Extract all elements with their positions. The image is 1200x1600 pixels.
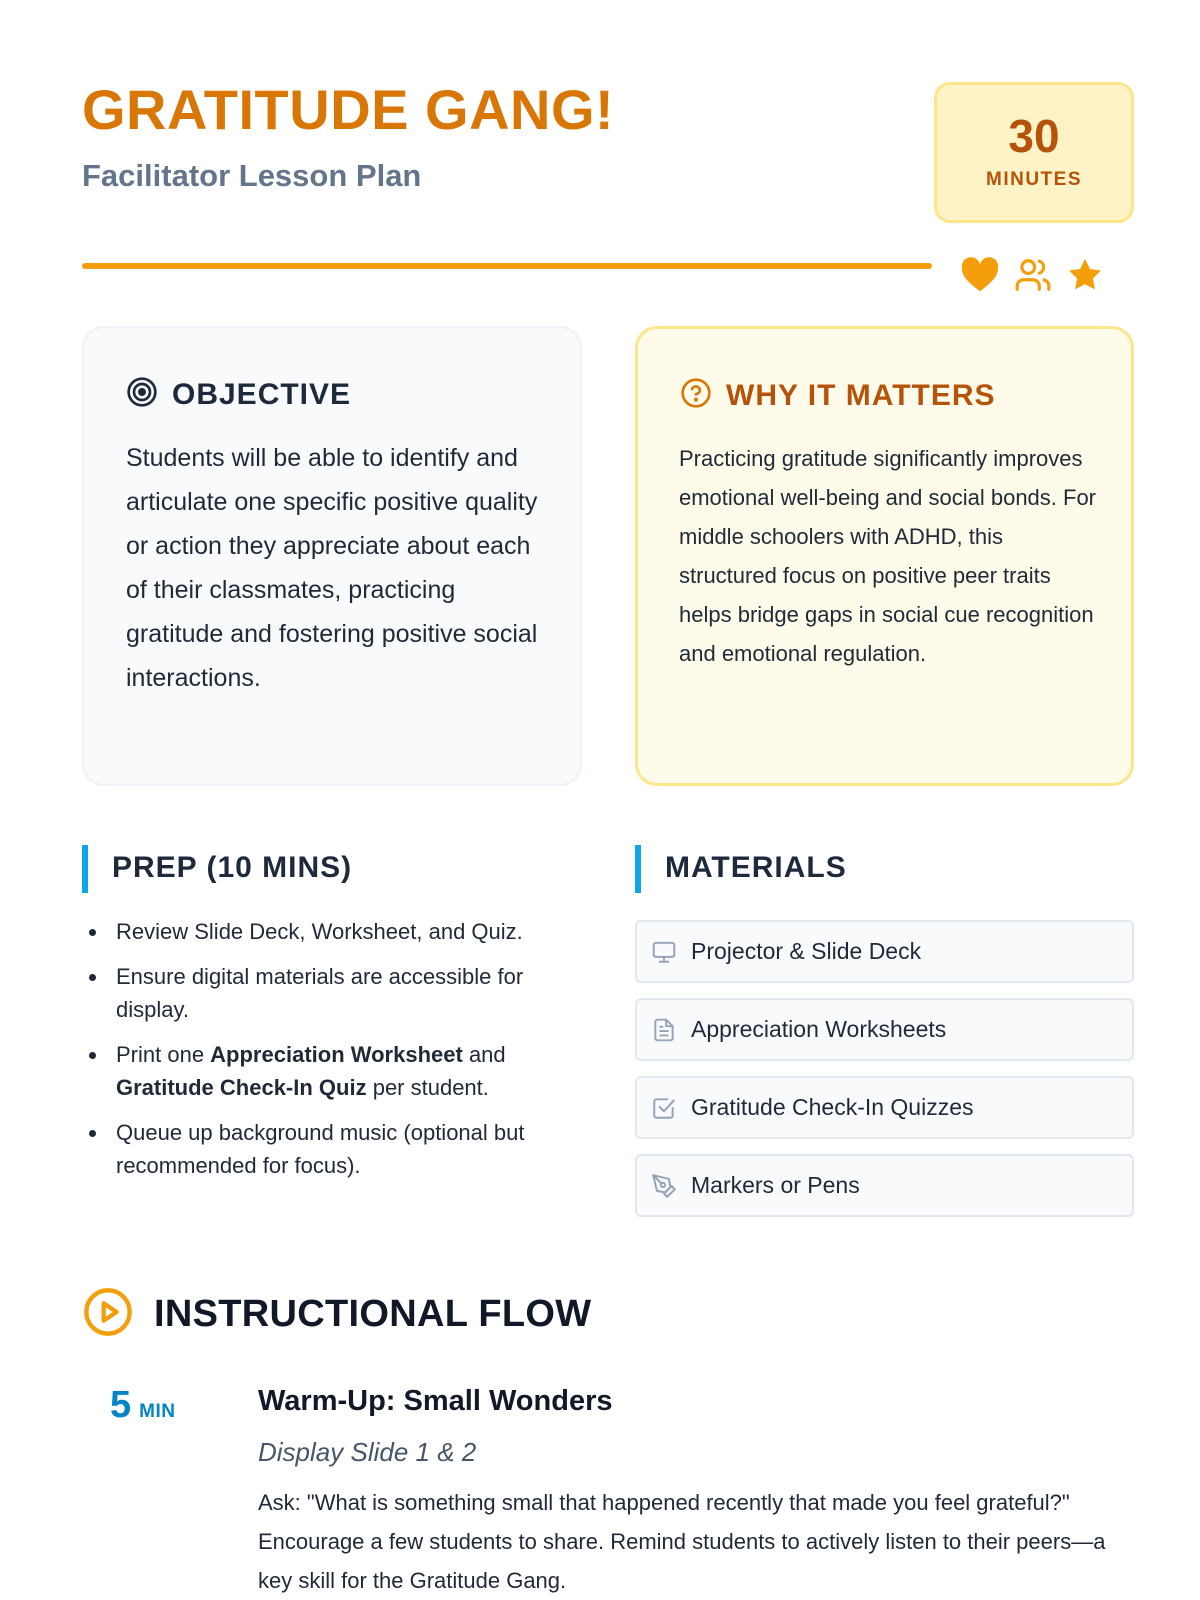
step-description: Ask: "What is something small that happened recently that made you feel grateful?" Encourage a few students to share. Remind students to actively listen to their peers—a key skill for the Gratitude Gang. bbox=[258, 1490, 1106, 1593]
header-icon-row bbox=[960, 256, 1104, 294]
why-header bbox=[680, 377, 996, 414]
page-subtitle: Facilitator Lesson Plan bbox=[82, 158, 422, 193]
header-divider bbox=[82, 263, 932, 269]
why-text: Practicing gratitude significantly improves emotional well-being and social bonds. For middle schoolers with ADHD, this structured focus on positive peer traits helps bridge gaps in social cue recognition and emotional regulation. bbox=[679, 446, 1097, 666]
objective-card bbox=[82, 326, 582, 786]
material-item-projector: Projector & Slide Deck bbox=[635, 920, 1134, 983]
materials-list bbox=[635, 920, 1134, 1232]
heart-icon bbox=[960, 257, 1000, 293]
duration-value: 30 bbox=[1008, 110, 1060, 162]
document-icon bbox=[651, 1017, 677, 1043]
list-item: Queue up background music (optional but recommended for focus). bbox=[82, 1116, 572, 1182]
list-item: Print one Appreciation Worksheet and Gratitude Check-In Quiz per student. bbox=[82, 1038, 572, 1104]
prep-heading: PREP (10 MINS) bbox=[82, 845, 352, 893]
materials-heading: MATERIALS bbox=[635, 845, 847, 893]
star-icon bbox=[1066, 256, 1104, 294]
material-item-worksheets: Appreciation Worksheets bbox=[635, 998, 1134, 1061]
objective-title: OBJECTIVE bbox=[172, 377, 352, 411]
step-duration-value: 5 bbox=[110, 1384, 132, 1426]
checkbox-icon bbox=[651, 1095, 677, 1121]
question-circle-icon bbox=[680, 377, 712, 414]
list-item: Ensure digital materials are accessible for display. bbox=[82, 960, 572, 1026]
prep-list bbox=[82, 915, 572, 1194]
instructional-flow-header bbox=[82, 1286, 591, 1343]
pen-icon bbox=[651, 1173, 677, 1199]
step-slide-note: Display Slide 1 & 2 bbox=[258, 1437, 477, 1467]
lesson-plan-page bbox=[82, 0, 1132, 1600]
why-title: WHY IT MATTERS bbox=[726, 378, 996, 412]
step-duration-unit: MIN bbox=[139, 1401, 176, 1422]
duration-badge bbox=[934, 82, 1134, 223]
users-icon bbox=[1014, 256, 1052, 294]
list-item: Review Slide Deck, Worksheet, and Quiz. bbox=[82, 915, 572, 948]
play-circle-icon bbox=[82, 1286, 134, 1343]
instructional-flow-title: INSTRUCTIONAL FLOW bbox=[154, 1293, 592, 1335]
objective-header bbox=[126, 376, 351, 413]
material-item-markers: Markers or Pens bbox=[635, 1154, 1134, 1217]
duration-unit: MINUTES bbox=[986, 169, 1082, 190]
objective-text: Students will be able to identify and articulate one specific positive quality or action they appreciate about each of their classmates, practicing gratitude and fostering positive social interactions. bbox=[126, 444, 538, 692]
material-item-quizzes: Gratitude Check-In Quizzes bbox=[635, 1076, 1134, 1139]
page-title: GRATITUDE GANG! bbox=[82, 78, 615, 141]
step-title: Warm-Up: Small Wonders bbox=[258, 1385, 613, 1417]
target-icon bbox=[126, 376, 158, 413]
step-duration bbox=[110, 1384, 175, 1427]
monitor-icon bbox=[651, 939, 677, 965]
why-it-matters-card bbox=[635, 326, 1134, 786]
